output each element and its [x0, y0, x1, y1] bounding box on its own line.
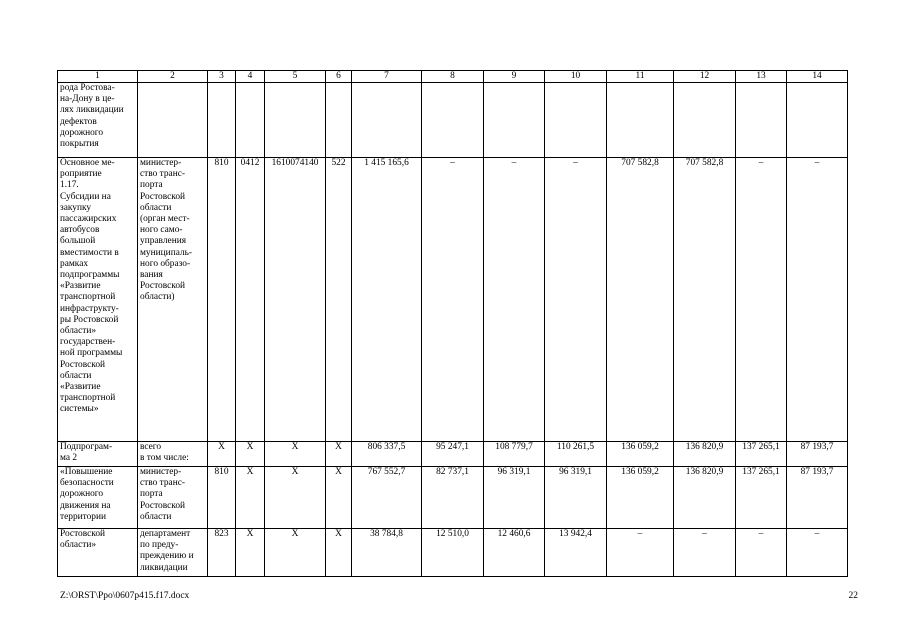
table-cell: 136 059,2 — [607, 467, 674, 529]
table-cell: 13 942,4 — [545, 529, 607, 577]
table-cell: 823 — [208, 529, 236, 577]
table-cell: 108 779,7 — [484, 442, 545, 467]
table-row — [58, 83, 848, 158]
column-header-1: 1 — [58, 71, 138, 83]
table-cell — [736, 83, 787, 158]
table-cell: Х — [265, 529, 326, 577]
table-cell — [138, 83, 208, 158]
table-cell: – — [736, 158, 787, 442]
table-cell: департамент по преду- преждению и ликвидации — [138, 529, 208, 577]
column-header-8: 8 — [422, 71, 484, 83]
column-header-14: 14 — [787, 71, 848, 83]
table-row — [58, 467, 848, 529]
table-cell: 806 337,5 — [352, 442, 422, 467]
table-cell — [422, 83, 484, 158]
column-header-11: 11 — [607, 71, 674, 83]
table-cell: Подпрограм- ма 2 — [58, 442, 138, 467]
table-header-row — [58, 71, 848, 83]
column-header-7: 7 — [352, 71, 422, 83]
table-cell: – — [422, 158, 484, 442]
table-cell: – — [484, 158, 545, 442]
table-cell: 87 193,7 — [787, 467, 848, 529]
table-cell: 96 319,1 — [484, 467, 545, 529]
table-cell: 12 460,6 — [484, 529, 545, 577]
table-cell: Х — [326, 529, 352, 577]
table-cell: 96 319,1 — [545, 467, 607, 529]
table-cell: Х — [236, 529, 265, 577]
table-cell: 767 552,7 — [352, 467, 422, 529]
table-row — [58, 529, 848, 577]
table-cell: Ростовской области» — [58, 529, 138, 577]
table-body — [58, 83, 848, 577]
column-header-6: 6 — [326, 71, 352, 83]
table-cell: – — [736, 529, 787, 577]
table-cell — [674, 83, 736, 158]
table-cell: рода Ростова- на-Дону в це- лях ликвидации дефектов дорожного покрытия — [58, 83, 138, 158]
table-cell: 95 247,1 — [422, 442, 484, 467]
table-cell: 810 — [208, 158, 236, 442]
table-cell: «Повышение безопасности дорожного движения на территории — [58, 467, 138, 529]
table-row — [58, 158, 848, 442]
table-cell: 0412 — [236, 158, 265, 442]
table-cell: – — [787, 158, 848, 442]
table-cell: 707 582,8 — [607, 158, 674, 442]
table-cell: 12 510,0 — [422, 529, 484, 577]
table-cell: – — [545, 158, 607, 442]
table-cell: 136 820,9 — [674, 467, 736, 529]
table-cell — [265, 83, 326, 158]
table-cell — [607, 83, 674, 158]
table-cell — [545, 83, 607, 158]
table-cell: 810 — [208, 467, 236, 529]
table-cell: 1610074140 — [265, 158, 326, 442]
table-cell — [352, 83, 422, 158]
table-cell: 137 265,1 — [736, 467, 787, 529]
table-cell — [208, 83, 236, 158]
table-cell: министер- ство транс- порта Ростовской области — [138, 467, 208, 529]
table-cell — [236, 83, 265, 158]
table-cell: Основное ме- роприятие 1.17. Субсидии на закупку пассажирских автобусов большой вместимости в рамках подпрограммы «Развитие транспортной инфраструкту- ры Ростовской области» государствен- ной программы Ростовской области «Развитие транспортной системы» — [58, 158, 138, 442]
column-header-10: 10 — [545, 71, 607, 83]
column-header-5: 5 — [265, 71, 326, 83]
table-cell: Х — [208, 442, 236, 467]
table-cell: – — [674, 529, 736, 577]
table-cell: 522 — [326, 158, 352, 442]
column-header-3: 3 — [208, 71, 236, 83]
table-cell: Х — [236, 442, 265, 467]
column-header-12: 12 — [674, 71, 736, 83]
table-cell: Х — [236, 467, 265, 529]
table-cell: Х — [265, 467, 326, 529]
table-cell: – — [787, 529, 848, 577]
table-cell: Х — [326, 467, 352, 529]
table-cell: – — [607, 529, 674, 577]
table-cell: 38 784,8 — [352, 529, 422, 577]
table-cell: Х — [265, 442, 326, 467]
table-cell: 82 737,1 — [422, 467, 484, 529]
footer-page-number: 22 — [848, 591, 858, 601]
table-cell — [326, 83, 352, 158]
table-cell: 87 193,7 — [787, 442, 848, 467]
table-cell: 136 820,9 — [674, 442, 736, 467]
table-cell — [787, 83, 848, 158]
budget-table — [57, 70, 848, 577]
footer-file-path: Z:\ORST\Ppo\0607p415.f17.docx — [60, 591, 190, 601]
table-cell — [484, 83, 545, 158]
column-header-4: 4 — [236, 71, 265, 83]
table-cell: 137 265,1 — [736, 442, 787, 467]
table-row — [58, 442, 848, 467]
column-header-2: 2 — [138, 71, 208, 83]
column-header-9: 9 — [484, 71, 545, 83]
table-cell: 110 261,5 — [545, 442, 607, 467]
column-header-13: 13 — [736, 71, 787, 83]
table-cell: 1 415 165,6 — [352, 158, 422, 442]
table-cell: всего в том числе: — [138, 442, 208, 467]
table-cell: 707 582,8 — [674, 158, 736, 442]
table-cell: министер- ство транс- порта Ростовской области (орган мест- ного само- управления муниципаль- ного образо- вания Ростовской области) — [138, 158, 208, 442]
table-cell: 136 059,2 — [607, 442, 674, 467]
table-cell: Х — [326, 442, 352, 467]
